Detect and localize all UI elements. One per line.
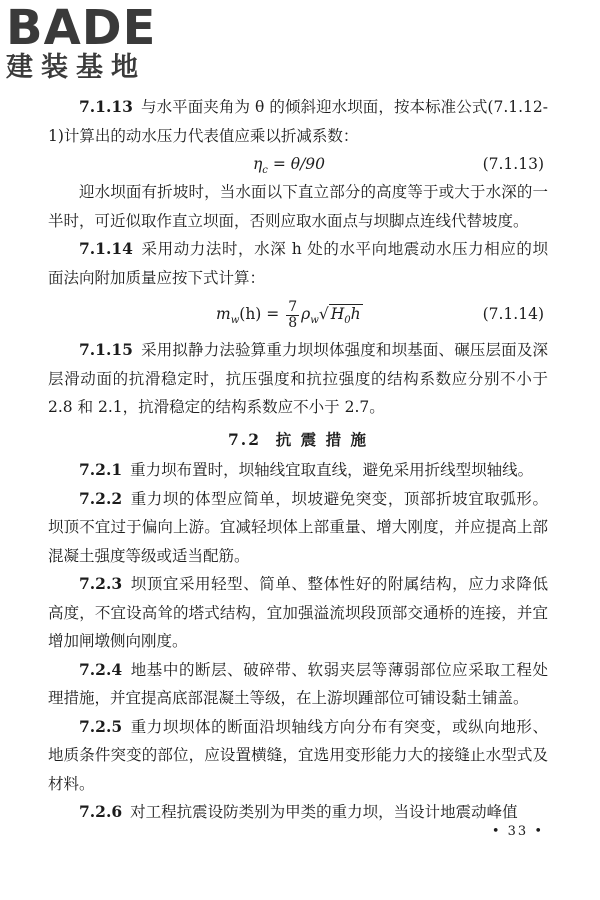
clause-number: 7.2.5: [79, 716, 123, 736]
section-heading: [48, 426, 548, 455]
clause-7-2-6: [48, 798, 548, 827]
logo-subtitle: 建装基地: [6, 52, 146, 83]
clause-7-2-5: [48, 713, 548, 799]
clause-text: 采用拟静力法验算重力坝坝体强度和坝基面、碾压层面及深层滑动面的抗滑稳定时，抗压强度和抗拉强度的结构系数应分别不小于 2.8 和 2.1，抗滑稳定的结构系数应不小于 2.7。: [48, 341, 548, 416]
clause-number: 7.2.4: [79, 659, 123, 679]
clause-text: 采用动力法时，水深 h 处的水平向地震动水压力相应的坝面法向附加质量应按下式计算：: [48, 240, 548, 287]
clause-7-2-3: [48, 570, 548, 656]
clause-7-1-13-note: 迎水坝面有折坡时，当水面以下直立部分的高度等于或大于水深的一半时，可近似取作直立坝面，否则应取水面点与坝脚点连线代替坡度。: [48, 183, 548, 230]
clause-7-2-2: [48, 485, 548, 571]
formula-7-1-13: [48, 150, 548, 178]
document-body: [48, 93, 548, 827]
clause-number: 7.1.15: [79, 340, 133, 359]
clause-number: 7.2.2: [79, 488, 123, 508]
clause-number: 7.1.14: [79, 239, 133, 258]
section-title: 抗 震 措 施: [275, 429, 368, 449]
clause-text: 与水平面夹角为 θ 的倾斜迎水坝面，按本标准公式(7.1.12-1)计算出的动水压力代表值应乘以折减系数：: [48, 98, 548, 145]
clause-7-2-1: [48, 456, 548, 485]
formula-7-1-14: [48, 292, 548, 336]
logo-brand: BADE: [6, 0, 157, 56]
clause-text: 地基中的断层、破碎带、软弱夹层等薄弱部位应采取工程处理措施，并宜提高底部混凝土等级，在上游坝踵部位可铺设黏土铺盖。: [48, 660, 548, 707]
logo: [6, 2, 196, 84]
clause-7-1-14: [48, 235, 548, 292]
clause-text: 重力坝的体型应简单，坝坡避免突变，顶部折坡宜取弧形。坝顶不宜过于偏向上游。宜减轻坝体上部重量、增大刚度，并应提高上部混凝土强度等级或适当配筋。: [48, 489, 548, 565]
clause-number: 7.2.1: [79, 460, 123, 479]
fraction: $\frac{7}{8}$: [288, 298, 298, 331]
formula-number: (7.1.14): [482, 305, 544, 323]
sqrt-radicand: $H_0h$: [330, 305, 361, 327]
formula-expression: $m_w(h)$ = $\frac{7}{8}$ $\rho_w√$ $H_0h$: [216, 298, 361, 331]
clause-text: 对工程抗震设防类别为甲类的重力坝，当设计地震动峰值: [130, 803, 518, 821]
clause-7-2-4: [48, 656, 548, 713]
formula-expression: $\eta_c = \theta/90$: [253, 155, 326, 177]
page-number: • 33 •: [491, 824, 544, 839]
clause-number: 7.2.3: [79, 574, 123, 593]
clause-number: 7.2.6: [79, 802, 123, 821]
clause-number: 7.1.13: [79, 97, 133, 116]
clause-text: 重力坝坝体的断面沿坝轴线方向分布有突变，或纵向地形、地质条件突变的部位，应设置横缝，宜选用变形能力大的接缝止水型式及材料。: [48, 717, 548, 793]
clause-text: 坝顶宜采用轻型、简单、整体性好的附属结构，应力求降低高度，不宜设高耸的塔式结构，宜加强溢流坝段顶部交通桥的连接，并宜增加闸墩侧向刚度。: [48, 575, 548, 650]
clause-7-1-15: [48, 336, 548, 422]
section-number: 7.2: [228, 429, 261, 449]
clause-text: 重力坝布置时，坝轴线宜取直线，避免采用折线型坝轴线。: [130, 461, 534, 479]
formula-number: (7.1.13): [482, 155, 544, 173]
clause-7-1-13: [48, 93, 548, 150]
